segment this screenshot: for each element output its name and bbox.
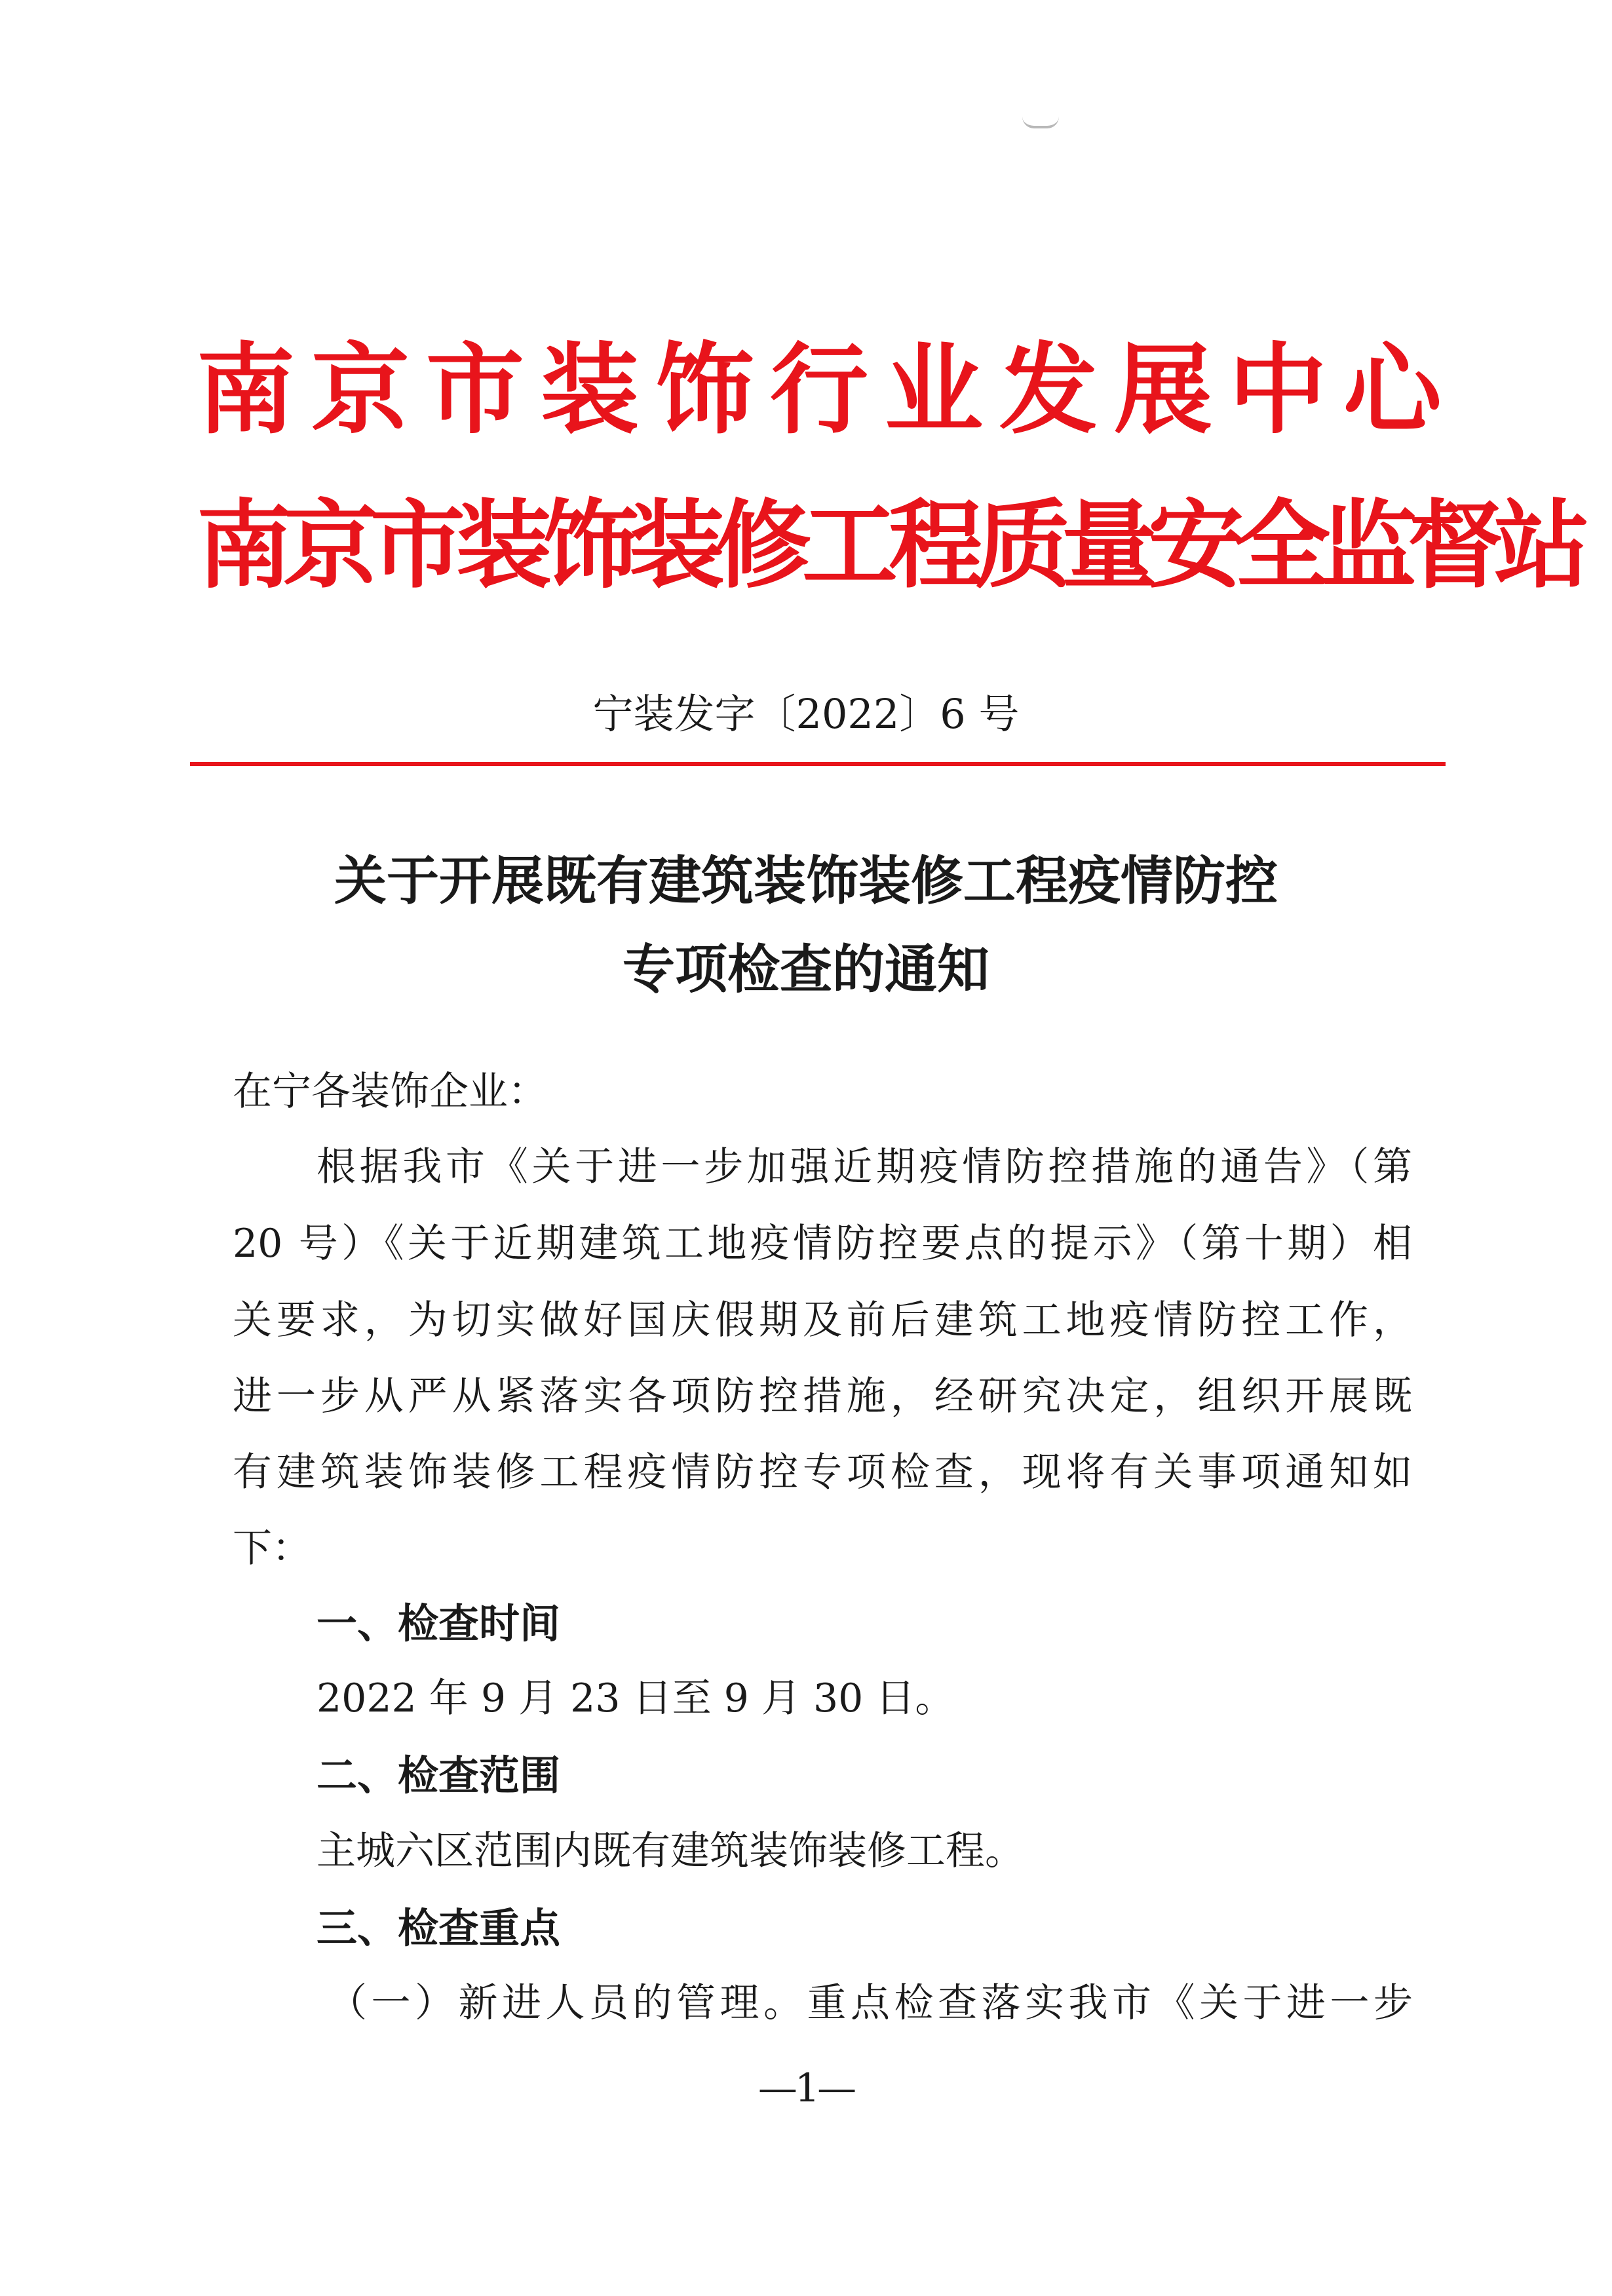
document-title-line-2: 专项检查的通知 bbox=[623, 939, 989, 1000]
scan-mark bbox=[1022, 117, 1059, 128]
page-number: —1— bbox=[758, 2065, 854, 2111]
red-divider-line bbox=[190, 762, 1446, 766]
section-3-heading: 三、检查重点 bbox=[317, 1904, 561, 1952]
section-2-text: 主城六区范围内既有建筑装饰装修工程。 bbox=[317, 1828, 1024, 1874]
section-1-text: 2022 年 9 月 23 日至 9 月 30 日。 bbox=[317, 1675, 955, 1721]
issuing-organization-2: 南京市装饰装修工程质量安全监督站 bbox=[197, 489, 1581, 602]
section-1-heading: 一、检查时间 bbox=[317, 1599, 561, 1647]
intro-line-5: 有建筑装饰装修工程疫情防控专项检查，现将有关事项通知如 bbox=[233, 1449, 1412, 1495]
document-number: 宁装发字〔2022〕6 号 bbox=[592, 690, 1020, 738]
intro-line-1: 根据我市《关于进一步加强近期疫情防控措施的通告》（第 bbox=[317, 1144, 1412, 1190]
intro-line-2: 20 号）《关于近期建筑工地疫情防控要点的提示》（第十期）相 bbox=[233, 1221, 1412, 1267]
salutation: 在宁各装饰企业： bbox=[233, 1069, 547, 1115]
document-title-line-1: 关于开展既有建筑装饰装修工程疫情防控 bbox=[334, 851, 1278, 911]
issuing-organization-1: 南京市装饰行业发展中心 bbox=[197, 332, 1442, 448]
intro-line-3: 关要求，为切实做好国庆假期及前后建筑工地疫情防控工作， bbox=[233, 1297, 1412, 1343]
section-2-heading: 二、检查范围 bbox=[317, 1751, 561, 1799]
intro-line-6: 下： bbox=[233, 1525, 311, 1571]
intro-line-4: 进一步从严从紧落实各项防控措施，经研究决定，组织开展既 bbox=[233, 1373, 1412, 1419]
section-3-text: （一）新进人员的管理。重点检查落实我市《关于进一步 bbox=[328, 1980, 1413, 2026]
